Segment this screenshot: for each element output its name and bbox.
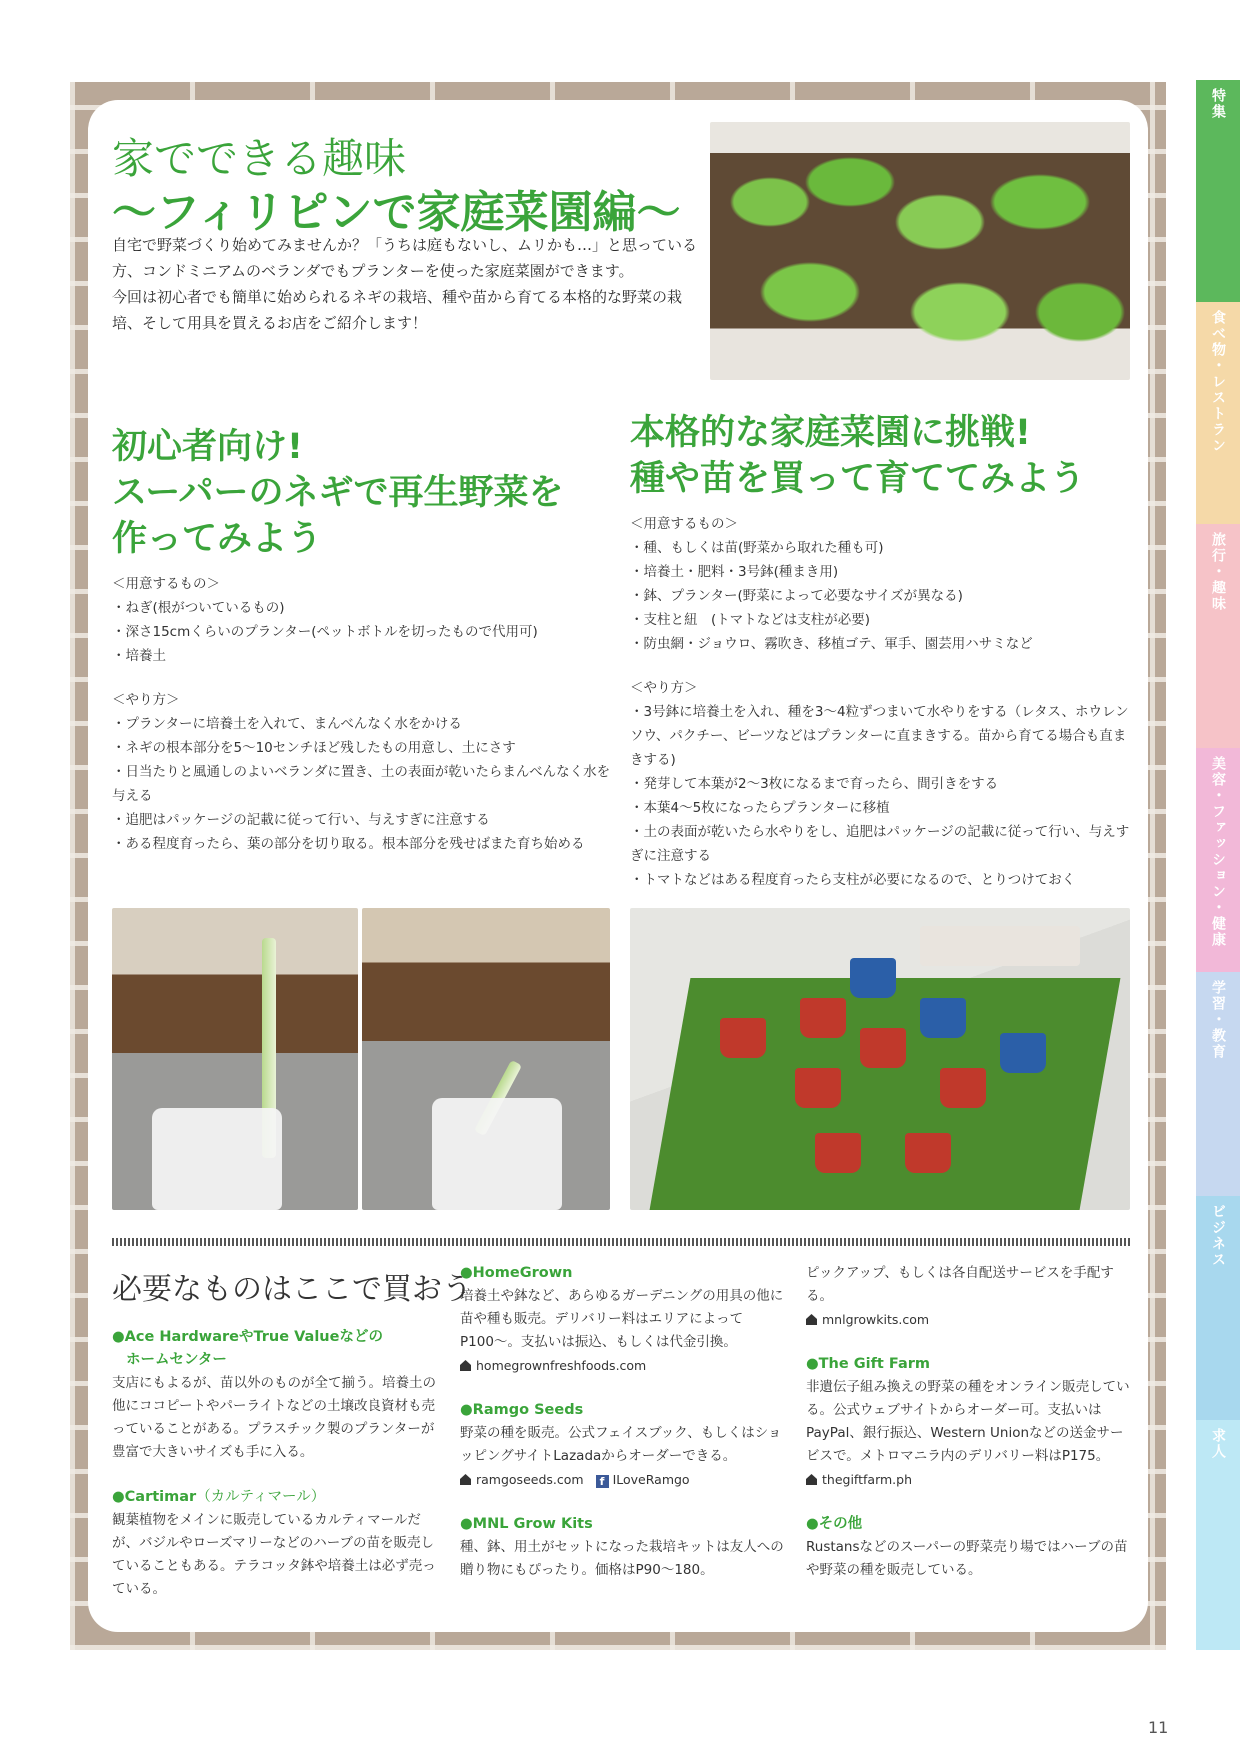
tab-feature[interactable]: 特集: [1196, 80, 1240, 302]
shop-col-2: [460, 1262, 785, 1604]
shop-mnl: [460, 1513, 785, 1582]
list-item: ・土の表面が乾いたら水やりをし、追肥はパッケージの記載に従って行い、与えすぎに注意する: [630, 824, 1130, 864]
tab-travel[interactable]: 旅行・趣味: [1196, 524, 1240, 748]
shop-mnl-cont: [806, 1262, 1130, 1331]
home-icon: [806, 1314, 817, 1325]
intro-paragraph: 自宅で野菜づくり始めてみませんか？「うちは庭もないし、ムリかも…」と思っている方、コンドミニアムのベランダでもプランターを使った家庭菜園ができます。: [112, 236, 698, 280]
tab-food[interactable]: 食べ物・レストラン: [1196, 302, 1240, 524]
beginner-heading: 初心者向け! スーパーのネギで再生野菜を 作ってみよう: [112, 427, 564, 559]
shop-desc: 支店にもよるが、苗以外のものが全て揃う。培養土の他にココピートやパーライトなどの土壌改良資材も売っていることがある。プラスチック製のプランターが豊富で大きいサイズも手に入る。: [112, 1375, 436, 1460]
list-item: ・ねぎ(根がついているもの): [112, 600, 285, 616]
planter-photo: [710, 122, 1130, 380]
shop-name: ●MNL Grow Kits: [460, 1516, 593, 1532]
shop-desc: 野菜の種を販売。公式フェイスブック、もしくはショッピングサイトLazadaからオーダーできる。: [460, 1425, 782, 1464]
list-item: ・支柱と紐 (トマトなどは支柱が必要): [630, 612, 871, 628]
list-item: ・日当たりと風通しのよいベランダに置き、土の表面が乾いたらまんべんなく水を与える: [112, 764, 611, 804]
shop-giftfarm: [806, 1353, 1130, 1491]
shop-url[interactable]: ramgoseeds.com f ILoveRamgo: [460, 1468, 785, 1491]
list-item: ・培養土・肥料・3号鉢(種まき用): [630, 564, 839, 580]
shop-name-cont: ホームセンター: [126, 1352, 227, 1368]
title-line1: 家でできる趣味: [112, 134, 407, 183]
shop-desc: 非遺伝子組み換えの野菜の種をオンライン販売している。公式ウェブサイトからオーダー可。支払いはPayPal、銀行振込、Western Unionなどの送金サービスで。メトロマニラ内のデリバリー料はP175。: [806, 1379, 1130, 1464]
shop-name: ●Ace HardwareやTrue Valueなどの: [112, 1329, 383, 1345]
page-number: 11: [1148, 1718, 1169, 1737]
shop-col-1: [112, 1326, 437, 1623]
section-index-tabs: [1196, 80, 1240, 1650]
advanced-heading: 本格的な家庭菜園に挑戦! 種や苗を買って育ててみよう: [630, 413, 1086, 499]
advanced-body: [630, 512, 1130, 892]
list-item: ・本葉4〜5枚になったらプランターに移植: [630, 800, 890, 816]
shop-desc: 観葉植物をメインに販売しているカルティマールだが、バジルやローズマリーなどのハーブの苗を販売していることもある。テラコッタ鉢や培養土は必ず売っている。: [112, 1512, 436, 1597]
list-item: ・トマトなどはある程度育ったら支柱が必要になるので、とりつけておく: [630, 872, 1076, 888]
shop-url[interactable]: thegiftfarm.ph: [806, 1468, 1130, 1491]
shops-title: 必要なものはここで買おう: [112, 1272, 472, 1307]
tab-beauty[interactable]: 美容・ファッション・健康: [1196, 748, 1240, 972]
green-onion-photo-2: [362, 908, 610, 1210]
list-item: ・3号鉢に培養土を入れ、種を3〜4粒ずつまいて水やりをする（レタス、ホウレンソウ、パクチー、ビーツなどはプランターに直まきする。苗から育てる場合も直まきする): [630, 704, 1129, 768]
list-item: ・深さ15cmくらいのプランター(ペットボトルを切ったもので代用可): [112, 624, 538, 640]
steps-label: ＜やり方＞: [630, 680, 698, 696]
shop-desc: Rustansなどのスーパーの野菜売り場ではハーブの苗や野菜の種を販売している。: [806, 1539, 1128, 1578]
title-line2: 〜フィリピンで家庭菜園編〜: [112, 187, 681, 238]
shop-desc: 種、鉢、用土がセットになった栽培キットは友人への贈り物にもぴったり。価格はP90〜180。: [460, 1539, 784, 1578]
list-item: ・鉢、プランター(野菜によって必要なサイズが異なる): [630, 588, 963, 604]
beginner-body: [112, 572, 612, 856]
intro-paragraph: 今回は初心者でも簡単に始められるネギの栽培、種や苗から育てる本格的な野菜の栽培、そして用具を買えるお店をご紹介します！: [112, 288, 683, 332]
green-onion-photo-1: [112, 908, 358, 1210]
home-icon: [460, 1360, 471, 1371]
home-icon: [460, 1474, 471, 1485]
steps-label: ＜やり方＞: [112, 692, 180, 708]
list-item: ・種、もしくは苗(野菜から取れた種も可): [630, 540, 884, 556]
shop-url[interactable]: homegrownfreshfoods.com: [460, 1354, 785, 1377]
tab-business[interactable]: ビジネス: [1196, 1196, 1240, 1420]
shop-cartimar: [112, 1486, 437, 1601]
list-item: ・発芽して本葉が2〜3枚になるまで育ったら、間引きをする: [630, 776, 999, 792]
section-divider: [112, 1238, 1130, 1246]
shop-desc: ピックアップ、もしくは各自配送サービスを手配する。: [806, 1265, 1114, 1304]
intro-text: [112, 232, 697, 336]
shop-name: ●HomeGrown: [460, 1265, 573, 1281]
shop-ace: [112, 1326, 437, 1464]
items-label: ＜用意するもの＞: [630, 516, 738, 532]
list-item: ・ある程度育ったら、葉の部分を切り取る。根本部分を残せばまた育ち始める: [112, 836, 585, 852]
shop-desc: 培養土や鉢など、あらゆるガーデニングの用具の他に苗や種も販売。デリバリー料はエリアによってP100〜。支払いは振込、もしくは代金引換。: [460, 1288, 784, 1350]
shop-name: ●Cartimar（カルティマール）: [112, 1489, 326, 1505]
shop-name: ●The Gift Farm: [806, 1356, 931, 1372]
shop-other: [806, 1513, 1130, 1582]
list-item: ・追肥はパッケージの記載に従って行い、与えすぎに注意する: [112, 812, 490, 828]
tab-learning[interactable]: 学習・教育: [1196, 972, 1240, 1196]
shop-name: ●その他: [806, 1516, 863, 1532]
items-label: ＜用意するもの＞: [112, 576, 220, 592]
facebook-icon: f: [596, 1475, 609, 1488]
tab-jobs[interactable]: 求人: [1196, 1420, 1240, 1650]
potted-seedlings-photo: [630, 908, 1130, 1210]
shop-col-3: [806, 1262, 1130, 1604]
shop-homegrown: [460, 1262, 785, 1377]
shop-name: ●Ramgo Seeds: [460, 1402, 584, 1418]
list-item: ・防虫網・ジョウロ、霧吹き、移植ゴテ、軍手、園芸用ハサミなど: [630, 636, 1033, 652]
shop-ramgo: [460, 1399, 785, 1491]
home-icon: [806, 1474, 817, 1485]
shop-url[interactable]: mnlgrowkits.com: [806, 1308, 1130, 1331]
list-item: ・ネギの根本部分を5〜10センチほど残したもの用意し、土にさす: [112, 740, 516, 756]
list-item: ・プランターに培養土を入れて、まんべんなく水をかける: [112, 716, 462, 732]
list-item: ・培養土: [112, 648, 166, 664]
